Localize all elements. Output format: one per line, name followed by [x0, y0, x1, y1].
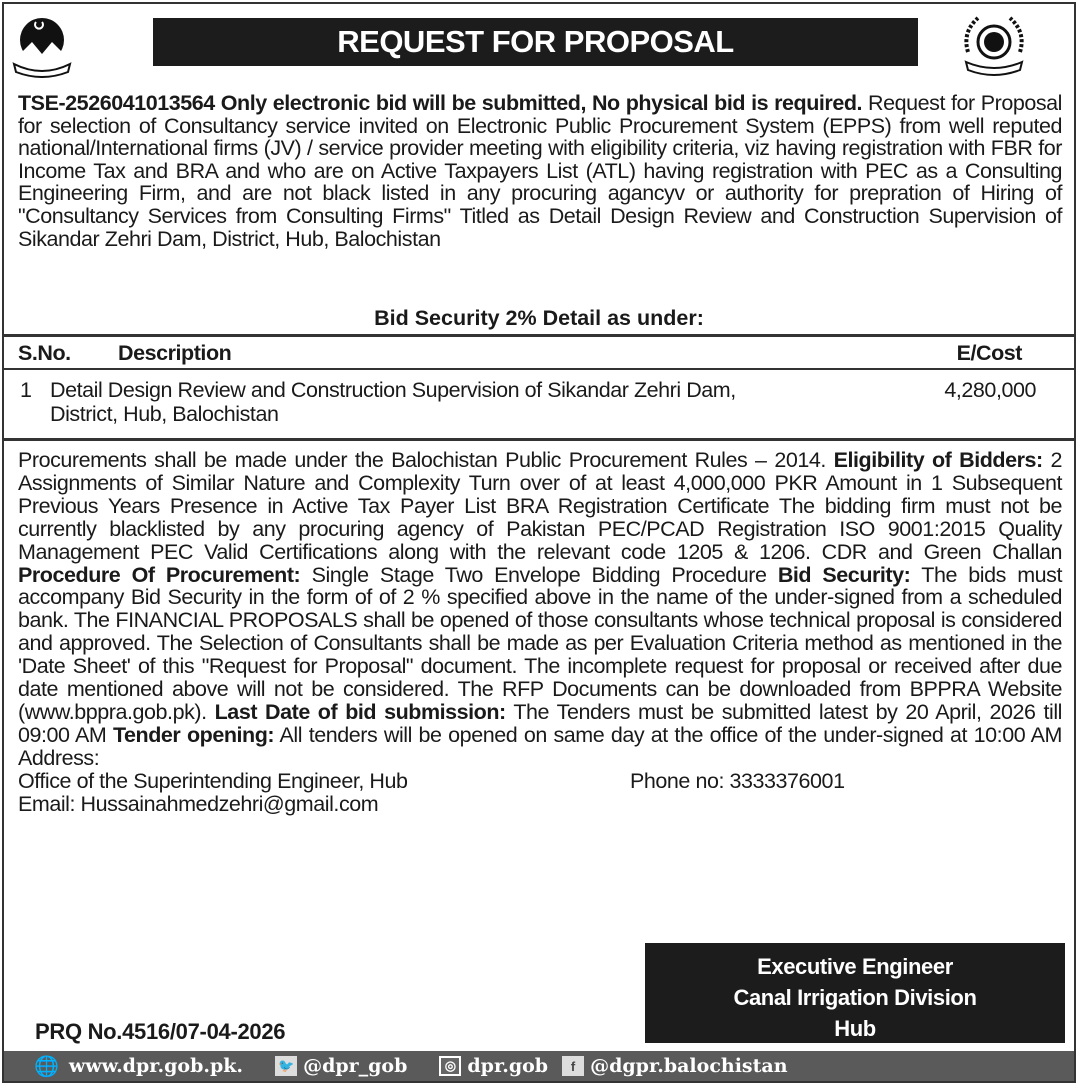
text: The Tenders must be submitted latest by 20 April, 2026 till 09:00 AM — [18, 699, 1062, 747]
twitter-handle[interactable]: @dpr_gob — [303, 1055, 408, 1077]
globe-icon: 🌐 — [34, 1054, 59, 1078]
signature-division: Canal Irrigation Division — [733, 985, 977, 1010]
tender-reference: TSE-2526041013564 Only electronic bid will be submitted, No physical bid is required. — [18, 91, 863, 115]
facebook-icon: f — [562, 1056, 584, 1076]
text: Single Stage Two Envelope Bidding Procedure — [300, 562, 778, 587]
row-description-cont: District, Hub, Balochistan — [50, 402, 279, 426]
col-sno: S.No. — [18, 341, 71, 365]
text: All tenders will be opened on same day at the office of the under-signed at 10:00 AM Address: — [18, 722, 1062, 770]
label-last-date: Last Date of bid submission: — [214, 699, 506, 724]
col-ecost: E/Cost — [956, 341, 1022, 365]
instagram-handle[interactable]: dpr.gob — [467, 1055, 549, 1077]
address: Office of the Superintending Engineer, Hub — [18, 768, 408, 793]
signature-title: Executive Engineer — [757, 954, 953, 979]
footer-bar — [4, 1051, 1074, 1081]
prq-number: PRQ No.4516/07-04-2026 — [35, 1019, 286, 1044]
table-row — [18, 378, 1062, 438]
website-link[interactable]: www.dpr.gob.pk. — [68, 1055, 244, 1077]
intro-paragraph — [18, 92, 1062, 250]
label-procedure: Procedure Of Procurement: — [18, 562, 301, 587]
row-cost: 4,280,000 — [944, 378, 1036, 402]
signature-block — [645, 943, 1065, 1043]
label-tender-opening: Tender opening: — [112, 722, 275, 747]
text: 2 Assignments of Similar Nature and Complexity Turn over of at least 4,000,000 PKR Amount in 1 Subsequent Previous Years Presence in Active Tax Payer List BRA Registration Certificate The bidding firm must not be currently blacklisted by any procuring agency of Pakistan PEC/PCAD Registration ISO 9001:2015 Quality Management PEC Valid Certifications along with the relevant code 1205 & 1206. CDR and Green Challan — [18, 448, 1063, 564]
signature-location: Hub — [834, 1016, 876, 1041]
page-title: REQUEST FOR PROPOSAL — [153, 18, 918, 66]
divider — [4, 334, 1074, 337]
col-description: Description — [118, 341, 232, 365]
bid-security-heading: Bid Security 2% Detail as under: — [374, 306, 704, 330]
instagram-icon: ◎ — [439, 1056, 461, 1076]
row-sno: 1 — [20, 378, 32, 402]
text: Procurements shall be made under the Balochistan Public Procurement Rules – 2014. — [18, 448, 834, 472]
divider — [4, 438, 1074, 441]
label-bid-security: Bid Security: — [777, 562, 911, 587]
table-header — [18, 341, 1062, 365]
intro-text: Request for Proposal for selection of Consultancy service invited on Electronic Public Procurement System (EPPS) from well reputed national/International firms (JV) / service provider meeting with eligibility criteria, viz having registration with FBR for Income Tax and BRA and who are on Active Taxpayers List (ATL) having registration with PEC as a Consulting Engineering Firm, and are not black listed in any procuring agancyv or authority for prepration of Hiring of "Consultancy Services from Consulting Firms" Titled as Detail Design Review and Construction Supervision of Sikandar Zehri Dam, District, Hub, Balochistan — [18, 91, 1062, 251]
facebook-handle[interactable]: @dgpr.balochistan — [590, 1055, 788, 1077]
row-description: Detail Design Review and Construction Supervision of Sikandar Zehri Dam, — [50, 378, 736, 402]
terms-paragraph — [18, 449, 1062, 816]
twitter-icon: 🐦 — [275, 1056, 297, 1076]
irrigation-emblem-logo — [958, 12, 1030, 78]
phone: Phone no: 3333376001 — [630, 768, 845, 793]
divider — [4, 368, 1074, 370]
label-eligibility: Eligibility of Bidders: — [833, 448, 1043, 472]
balochistan-emblem-logo — [10, 12, 74, 78]
text: The bids must accompany Bid Security in the form of of 2 % specified above in the name of the under-signed from a scheduled bank. The FINANCIAL PROPOSALS shall be opened of those consultants whose technical proposal is considered and approved. The Selection of Consultants shall be made as per Evaluation Criteria method as mentioned in the 'Date Sheet' of this "Request for Proposal" document. The incomplete request for proposal or received after due date mentioned above will not be considered. The RFP Documents can be downloaded from BPPRA Website (www.bppra.gob.pk). — [18, 562, 1063, 724]
email: Email: Hussainahmedzehri@gmail.com — [18, 791, 379, 816]
